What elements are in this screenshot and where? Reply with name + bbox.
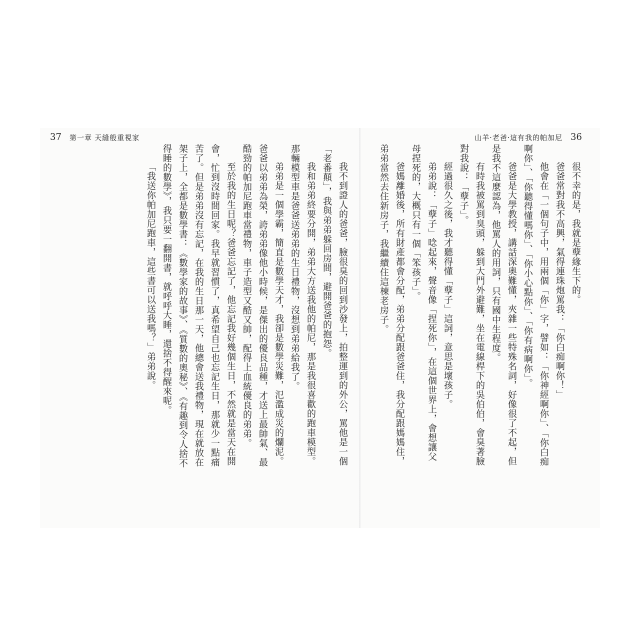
paragraph: 至於我的生日呢？爸爸忘記了，他忘記我好幾個生日，不然就是當天在開會，忙到沒時間回家。我早就習慣了，真希望自己也忘記生日，那就少一點痛苦了。但是弟弟沒有忘記，在我的生日那一天，他總會送我禮物，現在就放在架子上，全都是數學書：《數學家的故事》、《質數的奧秘》、《有趣到令人捨不得睡的數學》，我只要一翻開書，就呼呼大睡，還捨不得醒來呢。 xyxy=(161,144,235,468)
paragraph: 我和弟弟終要分開，弟弟大方送我他的帕尼，那是我很喜歡的跑車模型。那輛模型車是爸爸送弟弟的生日禮物，沒想到弟弟給我了。 xyxy=(289,144,315,466)
running-title: 山羊·老爸·這有我的帕加尼 xyxy=(474,134,563,142)
paragraph: 經過很久之後，我才聽得懂「孽子」這詞，意思是壞孩子。 xyxy=(442,162,452,409)
paragraph: 弟弟說：「孽子」唸起來，聲音像「捏死你」，在這個世界上，會想讓父母捏死的，大概只有一個「笨孩子」。 xyxy=(410,144,436,462)
page-gutter xyxy=(359,128,361,528)
right-page-text xyxy=(378,144,583,468)
left-page-text xyxy=(60,144,350,468)
paragraph: 很不幸的是，我就是孽緣生下的。 xyxy=(570,162,580,305)
paragraph: 爸爸是大學教授，講話深奧難懂，夾雜一些特殊名詞，好像很了不起，但是我不這麼認為，他罵人的用詞，只有國中生程度。 xyxy=(490,144,516,466)
paragraph: 我不到證人的爸爸，臉很臭的回到沙發上，拍整運到的外公，罵他是一個「老番顛」，我與弟弟躲回房間，避開爸爸的抱怨。 xyxy=(321,144,347,466)
paragraph: 有時我被罵到臭頭，躲到大門外避難，坐在電線桿下的吳伯伯，會臭著臉對我說：「孽子」。 xyxy=(458,144,484,466)
left-page-number: 37 xyxy=(50,133,62,143)
book-spread xyxy=(40,128,600,528)
right-page-header xyxy=(475,132,582,144)
chapter-title: 第一章 天縫般重視家 xyxy=(69,134,140,142)
paragraph: 爸媽離婚後，所有財產都會分配，弟弟分配跟爸爸住，我分配跟媽媽住，弟弟當然去住新房子，我繼續住這棟老房子。 xyxy=(378,144,404,466)
right-page-number: 36 xyxy=(570,133,582,143)
paragraph: 弟弟是一個學霸，簡直是數學天才，我卻是數學災難，氾濫成災的爛泥。爸爸以弟弟為榮，誇弟弟像他小時候，是傑出的優良品種，才送上最帥氣、最酷勁的帕加尼跑車當禮物，車子造型又酷又帥，配得上血統優良的弟弟。 xyxy=(241,144,283,467)
paragraph: 「我送你帕加尼跑車，這些書可以送我嗎？」弟弟說。 xyxy=(145,162,155,390)
paragraph: 爸爸常對我不高興，氣得連珠炮罵我：「你白痴啊你！」 xyxy=(554,162,564,400)
left-page-header xyxy=(50,132,140,144)
paragraph: 他會在「一個句子中，用兩個「你」字，譬如：「你神經啊你」、「你白痴啊你」、「你聽得懂嗎你」、「你小心點你」、「你有病啊你」。 xyxy=(522,144,548,467)
